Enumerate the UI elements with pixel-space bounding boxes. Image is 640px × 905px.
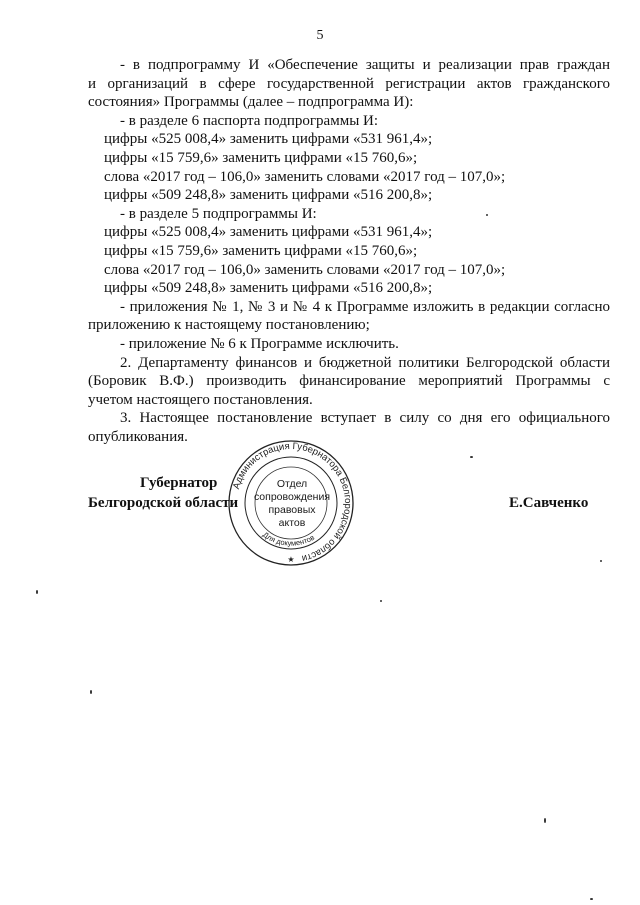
paragraph-line: слова «2017 год – 106,0» заменить словами «2017 год – 107,0»; — [104, 168, 506, 185]
svg-text:Для документов — [261, 530, 316, 548]
paragraph-line: слова «2017 год – 106,0» заменить словами «2017 год – 107,0»; — [104, 261, 506, 278]
svg-text:★: ★ — [287, 555, 295, 564]
paragraph-line: цифры «525 008,4» заменить цифрами «531 961,4»; — [104, 131, 433, 148]
signatory-name: Е.Савченко — [509, 495, 589, 511]
seal-line: сопровождения — [253, 491, 331, 503]
paragraph-line: - в разделе 6 паспорта подпрограммы И: — [120, 112, 379, 129]
paragraph-line: цифры «15 759,6» заменить цифрами «15 760,6»; — [104, 149, 418, 166]
scan-speck — [544, 818, 546, 823]
seal-line: актов — [278, 517, 306, 529]
signatory-title-line2: Белгородской области — [88, 495, 239, 511]
paragraph-line: - приложение № 6 к Программе исключить. — [120, 335, 399, 352]
seal-center-text — [252, 478, 332, 530]
scan-speck — [600, 560, 602, 562]
paragraph-line: цифры «15 759,6» заменить цифрами «15 760,6»; — [104, 242, 418, 259]
seal-bottom-text: Для документов — [261, 529, 316, 548]
paragraph-line: (Боровик В.Ф.) производить финансирование мероприятий Программы с — [88, 373, 610, 390]
scan-speck — [486, 214, 488, 216]
paragraph-line: цифры «509 248,8» заменить цифрами «516 200,8»; — [104, 187, 433, 204]
paragraph-line: цифры «525 008,4» заменить цифрами «531 961,4»; — [104, 224, 433, 241]
seal-outer-text: Администрация Губернатора Белгородской области — [230, 440, 354, 564]
paragraph-line: учетом настоящего постановления. — [88, 391, 313, 408]
paragraph-line: 3. Настоящее постановление вступает в силу со дня его официального — [120, 410, 610, 427]
paragraph-line: приложению к настоящему постановлению; — [88, 317, 370, 334]
paragraph-line: опубликования. — [88, 428, 188, 445]
document-body — [88, 56, 610, 446]
scan-speck — [590, 898, 593, 900]
scan-speck — [36, 590, 38, 594]
paragraph-line: 2. Департаменту финансов и бюджетной политики Белгородской области — [120, 354, 610, 371]
seal-line: Отдел — [276, 478, 308, 490]
paragraph-line: состояния» Программы (далее – подпрограмма И): — [88, 94, 414, 111]
paragraph-line: - в разделе 5 подпрограммы И: — [120, 205, 317, 222]
scan-speck — [470, 456, 473, 458]
page-number: 5 — [316, 28, 324, 43]
scan-speck — [380, 600, 382, 602]
paragraph-line: цифры «509 248,8» заменить цифрами «516 200,8»; — [104, 280, 433, 297]
paragraph-line: - приложения № 1, № 3 и № 4 к Программе изложить в редакции согласно — [120, 298, 610, 315]
scan-speck — [90, 690, 92, 694]
paragraph-line: и организаций в сфере государственной регистрации актов гражданского — [88, 75, 610, 92]
signatory-title-line1: Губернатор — [140, 475, 218, 491]
seal-line: правовых — [268, 504, 316, 516]
paragraph-line: - в подпрограмму И «Обеспечение защиты и реализации прав граждан — [120, 57, 610, 73]
